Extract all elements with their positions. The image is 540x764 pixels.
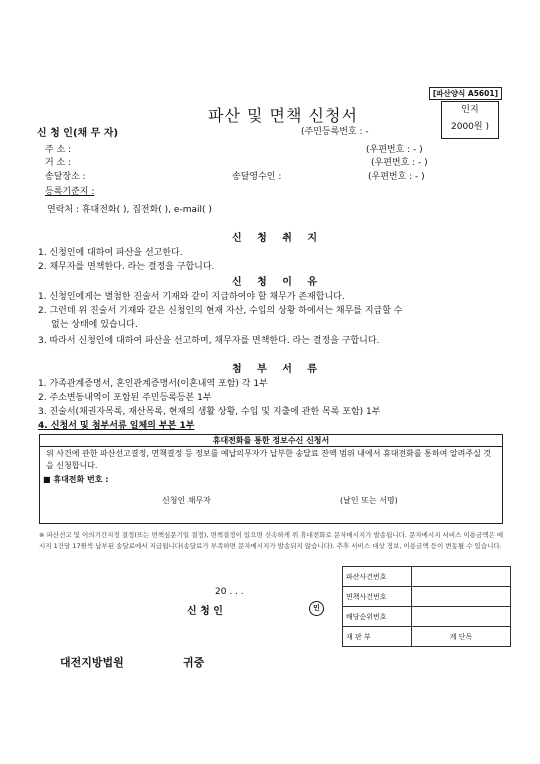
table-cell-label: 파산사건번호 <box>343 567 412 587</box>
sms-notice-box <box>39 434 503 524</box>
table-cell-value <box>412 567 511 587</box>
resident-id-field[interactable]: (주민등록번호 : - <box>301 127 369 137</box>
residence-field[interactable]: 거 소 : <box>45 158 72 168</box>
sms-notice-signature-note: (날인 또는 서명) <box>340 496 398 505</box>
attachment-item: 1. 가족관계증명서, 혼인관계증명서(이혼내역 포함) 각 1부 <box>38 379 268 389</box>
contact-field[interactable]: 연락처 : 휴대전화( ), 집전화( ), e-mail( ) <box>47 205 212 215</box>
table-cell-value <box>412 587 511 607</box>
seal-mark: 인 <box>309 601 324 616</box>
attachment-item: 3. 진술서(채권자목록, 재산목록, 현재의 생활 상황, 수입 및 지출에 관한 목록 포함) 1부 <box>38 407 381 417</box>
purpose-item: 2. 채무자를 면책한다. 라는 결정을 구합니다. <box>38 262 215 272</box>
table-cell-label: 면책사건번호 <box>343 587 412 607</box>
stamp-box <box>441 101 499 139</box>
table-cell-label: 배당순위번호 <box>343 607 412 627</box>
sms-notice-body: 위 사건에 관한 파산선고결정, 면책결정 등 정보를 예납의무자가 납부한 송달료 잔액 범위 내에서 휴대전화를 통하여 알려주실 것을 신청합니다. <box>46 449 492 470</box>
page-title: 파산 및 면책 신청서 <box>208 106 358 125</box>
registered-domicile-field[interactable]: 등록기준지 : <box>45 187 95 197</box>
addressee-label: 귀중 <box>183 656 205 669</box>
sms-notice-applicant: 신청인 채무자 <box>162 496 211 505</box>
delivery-recipient-field[interactable]: 송달영수인 : <box>232 172 282 182</box>
form-code: [파산양식 A5601] <box>429 87 502 100</box>
delivery-place-field[interactable]: 송달장소 : <box>45 172 86 182</box>
table-row <box>343 627 511 647</box>
footnote: ※ 파산선고 및 이의기간지정 결정(또는 면책심문기일 결정), 면책결정이 있으면 신속하게 위 휴대전화로 문자메시지가 발송됩니다. 문자메시지 서비스 이용금액은 메시지 1건당 17원씩 납부된 송달료에서 지급됩니다(송달료가 부족하면 문자메시지가 발송되지 않습니다). 추후 서비스 대상 정보, 이용금액 등이 변동될 수 있습니다. <box>39 531 504 550</box>
table-cell-value: 계 단독 <box>412 627 511 647</box>
attachment-item: 2. 주소변동내역이 포함된 주민등록등본 1부 <box>38 393 212 403</box>
reason-item: 3. 따라서 신청인에 대하여 파산을 선고하며, 채무자를 면책한다. 라는 결정을 구합니다. <box>38 336 380 346</box>
reason-item: 1. 신청인에게는 별첨한 진술서 기재와 같이 지급하여야 할 채무가 존재합니다. <box>38 292 345 302</box>
purpose-heading: 신 청 취 지 <box>232 233 324 244</box>
postal-code-field-3[interactable]: (우편번호 : - ) <box>368 172 425 182</box>
table-cell-value <box>412 607 511 627</box>
table-row <box>343 567 511 587</box>
case-number-table <box>342 566 511 647</box>
table-cell-label: 재 판 부 <box>343 627 412 647</box>
table-row <box>343 587 511 607</box>
address-field[interactable]: 주 소 : <box>45 145 72 155</box>
attachments-heading: 첨 부 서 류 <box>232 364 324 375</box>
postal-code-field-2[interactable]: (우편번호 : - ) <box>371 158 428 168</box>
reason-item: 없는 상태에 있습니다. <box>51 320 138 330</box>
sms-notice-title: 휴대전화를 통한 정보수신 신청서 <box>40 435 502 447</box>
reason-heading: 신 청 이 유 <box>232 277 324 288</box>
postal-code-field[interactable]: (우편번호 : - ) <box>366 145 423 155</box>
purpose-item: 1. 신청인에 대하여 파산을 선고한다. <box>38 248 183 258</box>
court-name: 대전지방법원 <box>60 656 124 669</box>
reason-item: 2. 그런데 위 진술서 기재와 같은 신청인의 현재 자산, 수입의 상황 하에서는 채무를 지급할 수 <box>38 306 403 316</box>
stamp-amount: 2000원 ) <box>451 122 489 132</box>
attachment-item: 4. 신청서 및 첨부서류 일체의 부본 1부 <box>38 421 195 431</box>
stamp-label: 인지 <box>461 105 479 115</box>
signer-label: 신 청 인 <box>187 606 223 617</box>
applicant-heading: 신 청 인(채 무 자) <box>37 128 119 139</box>
date-line[interactable]: 20 . . . <box>215 587 244 597</box>
table-row <box>343 607 511 627</box>
mobile-phone-field[interactable]: ■ 휴대전화 번호 : <box>43 475 109 484</box>
